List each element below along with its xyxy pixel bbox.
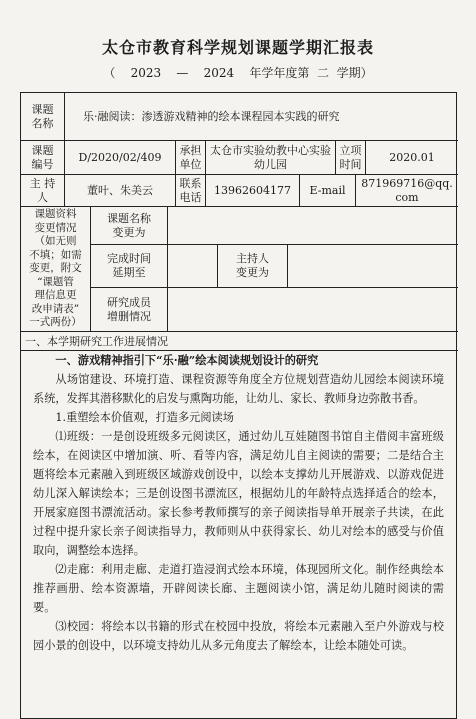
content-paragraph-1: 从场馆建设、环境打造、课程资源等角度全方位规划营造幼儿园绘本阅读环境系统，发挥其潜移默化的启发与熏陶功能，让幼儿、家长、教师身边弥散书香。 (33, 373, 444, 405)
member-label: 研究成员 增删情况 (91, 288, 168, 332)
change-label: 课题资料 变更情况 （如无则 不填；如需 变更，附文 “课题管 理信息更 改申请表” 一式两份） (21, 207, 91, 332)
report-table (20, 92, 457, 719)
unit-label: 承担 单位 (176, 141, 206, 175)
host-change-label: 主持人 变更为 (218, 245, 288, 288)
content-heading-2: 1.重塑绘本价值观，打造多元阅读场 (55, 411, 234, 424)
date-label: 立项 时间 (336, 141, 366, 175)
email-value: 871969716@qq. com (356, 175, 458, 207)
content-paragraph-2: ⑴班级：一是创设班级多元阅读区，通过幼儿互娃随图书馆自主借阅丰富班级绘本，在阅读区中增加演、听、看等内容，满足幼儿自主阅读的需要；二是结合主题将绘本元素融入到班级区域游戏创设中，以绘本支撑幼儿开展游戏、以游戏促进幼儿深入解读绘本；三是创设图书漂流区，根据幼儿的年龄特点选择适合的绘本，开展家庭图书漂流活动。家长参考教师撰写的亲子阅读指导单开展亲子共读，在此过程中提升家长亲子阅读指导力，教师则从中获得家长、幼儿对绘本的感受与价值取向，调整绘本选择。 (33, 430, 444, 557)
email-label: E-mail (300, 175, 356, 207)
content-paragraph-3: ⑵走廊：利用走廊、走道打造浸润式绘本环境，体现园所文化。制作经典绘本推荐画册、绘本资源墙，开辟阅读长廊、主题阅读小馆，满足幼儿随时阅读的需要。 (33, 563, 444, 614)
phone-label: 联系 电话 (176, 175, 206, 207)
document-title: 太仓市教育科学规划课题学期汇报表 (101, 38, 374, 57)
progress-section-heading: 一、本学期研究工作进展情况 (21, 332, 458, 351)
unit-value: 太仓市实验幼教中心实验 幼儿园 (206, 141, 336, 175)
date-value: 2020.01 (366, 141, 458, 175)
host-change-value (288, 245, 458, 288)
delay-value (168, 245, 218, 288)
phone-value: 13962604177 (206, 175, 300, 207)
delay-label: 完成时间 延期至 (91, 245, 168, 288)
topic-label: 课题 名称 (21, 93, 65, 141)
content-paragraph-4: ⑶校园：将绘本以书籍的形式在校园中投放，将绘本元素融入至户外游戏与校园小景的创设中，以环境支持幼儿从多元角度去了解绘本，让绘本随处可读。 (33, 620, 444, 652)
semester-subtitle: （ 2023 — 2024 年学年度第 二 学期） (103, 66, 373, 80)
code-label: 课题 编号 (21, 141, 65, 175)
member-value (168, 288, 458, 332)
rename-value (168, 207, 458, 245)
content-heading-1: 一、游戏精神指引下“乐·融”绘本阅读规划设计的研究 (55, 353, 319, 367)
progress-content (21, 351, 458, 655)
host-value: 董叶、朱美云 (65, 175, 176, 207)
host-label: 主 持 人 (21, 175, 65, 207)
topic-value: 乐·融阅读：渗透游戏精神的绘本课程园本实践的研究 (65, 93, 458, 141)
rename-label: 课题名称 变更为 (91, 207, 168, 245)
code-value: D/2020/02/409 (65, 141, 176, 175)
